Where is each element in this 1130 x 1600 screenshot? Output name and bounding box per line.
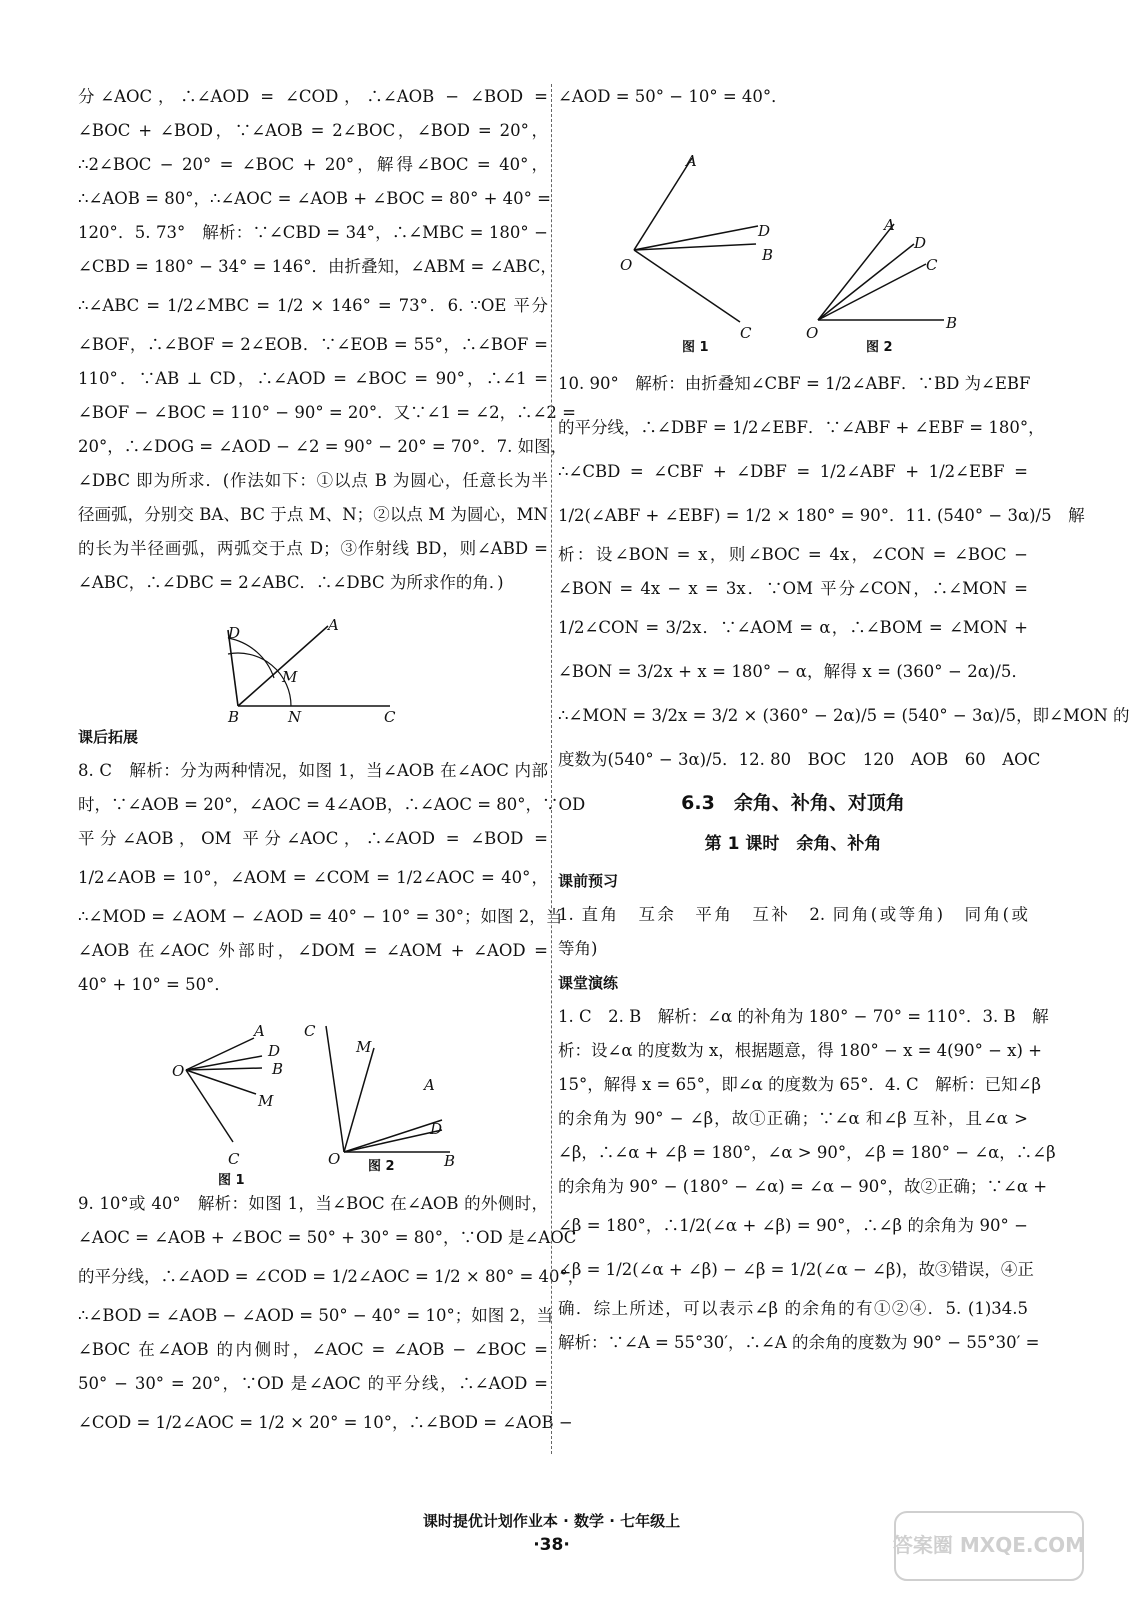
fig8-1-label-d: D [268,1042,281,1060]
angle-diagram-q9 [558,114,1028,342]
fig8-1-label-c: C [228,1150,240,1168]
figure-q9 [558,114,1028,342]
text-line: 等角) [558,939,598,958]
text-line: 8. C 解析：分为两种情况，如图 1，当∠AOB 在∠AOC 内部 [78,761,548,780]
text-line: ∠BOF，∴∠BOF = 2∠EOB．∵∠EOB = 55°，∴∠BOF = [78,335,548,354]
fig7-label-d: D [228,624,241,642]
fig8-2-label-b: B [444,1152,456,1170]
text-line: ∴∠ABC = 1/2∠MBC = 1/2 × 146° = 73°．6. ∵OE 平分 [78,296,548,315]
angle-diagram-q8 [78,1002,548,1188]
text-line: ∴2∠BOC − 20° = ∠BOC + 20°，解得∠BOC = 40°， [78,155,548,174]
text-line: 10. 90° 解析：由折叠知∠CBF = 1/2∠ABF．∵BD 为∠EBF [558,374,1031,393]
answer-block-5-7 [78,80,576,600]
text-line: ∴∠CBD = ∠CBF + ∠DBF = 1/2∠ABF + 1/2∠EBF = [558,462,1028,481]
fig9-1-label-d: D [758,222,771,240]
answer-block-10-12 [558,362,1130,782]
fig9-2-label-c: C [926,256,938,274]
text-line: 9. 10°或 40° 解析：如图 1，当∠BOC 在∠AOB 的外侧时， [78,1194,548,1213]
fig9-2-label-a: A [884,216,895,234]
text-line: 分∠AOC，∴∠AOD = ∠COD，∴∠AOB − ∠BOD = [78,87,548,106]
text-line: 15°，解得 x = 65°，即∠α 的度数为 65°．4. C 解析：已知∠β [558,1075,1042,1094]
figure-q8 [78,1002,548,1188]
text-line: ∠CBD = 180° − 34° = 146°．由折叠知，∠ABM = ∠ABC， [78,257,557,276]
text-line: ∠β = 180°，∴1/2(∠α + ∠β) = 90°，∴∠β 的余角为 90° − [558,1216,1028,1235]
text-line: ∴∠MOD = ∠AOM − ∠AOD = 40° − 10° = 30°；如图 2，当 [78,907,563,926]
footer-title: 课时提优计划作业本 · 数学 · 七年级上 [422,1512,681,1530]
text-line: 1. 直角 互余 平角 互补 2. 同角(或等角) 同角(或 [558,905,1028,924]
text-line: 40° + 10° = 50°． [78,975,231,994]
text-line: 的长为半径画弧，两弧交于点 D；③作射线 BD，则∠ABD = [78,539,548,558]
text-line: ∠BOF − ∠BOC = 110° − 90° = 20°．又∵∠1 = ∠2，∴∠2 = [78,403,576,422]
watermark-logo [889,1506,1089,1586]
text-line: 度数为(540° − 3α)/5．12. 80 BOC 120 AOB 60 AOC [558,750,1041,769]
text-line: 的余角为 90° − ∠β，故①正确；∵∠α 和∠β 互补，且∠α > [558,1109,1028,1128]
fig9-2-label-b: B [946,314,958,332]
fig8-2-label-d: D [430,1120,443,1138]
text-line: 确．综上所述，可以表示∠β 的余角的有①②④．5. (1)34.5 [558,1299,1028,1318]
fig9-1-label-c: C [740,324,752,342]
fig7-label-c: C [384,708,396,726]
section-preview: 课前预习 [558,872,619,890]
fig8-caption-1: 图 1 [218,1173,245,1188]
fig8-1-label-m: M [258,1092,274,1110]
text-line: ∠AOD = 50° − 10° = 40°． [558,87,788,106]
text-line: 的余角为 90° − (180° − ∠α) = ∠α − 90°，故②正确；∵∠α + [558,1177,1048,1196]
fig8-2-label-m: M [356,1038,372,1056]
text-line: 50° − 30° = 20°，∵OD 是∠AOC 的平分线，∴∠AOD = [78,1374,548,1393]
fig9-caption-1: 图 1 [682,340,709,355]
watermark-text: 答案圈 MXQE.COM [892,1533,1086,1557]
text-line: 的平分线，∴∠AOD = ∠COD = 1/2∠AOC = 1/2 × 80° = 40°， [78,1267,585,1286]
text-line: ∠COD = 1/2∠AOC = 1/2 × 20° = 10°，∴∠BOD = ∠AOB − [78,1413,573,1432]
fig7-label-n: N [288,708,302,726]
fig7-label-a: A [328,616,339,634]
fig9-caption-2: 图 2 [866,340,893,355]
page-number: ·38· [533,1535,570,1555]
text-line: 平分∠AOB，OM 平分∠AOC，∴∠AOD = ∠BOD = [78,829,548,848]
text-line: ∠BON = 3/2x + x = 180° − α，解得 x = (360° − 2α)/5． [558,662,1028,681]
fig7-label-b: B [228,708,240,726]
fig8-1-label-b: B [272,1060,284,1078]
text-line: 解析：∵∠A = 55°30′，∴∠A 的余角的度数为 90° − 55°30′ = [558,1333,1040,1352]
column-divider [551,84,552,1454]
section-after-class: 课后拓展 [78,728,139,746]
answer-block-preview [558,898,1028,966]
text-line: 1/2∠CON = 3/2x．∵∠AOM = α，∴∠BOM = ∠MON + [558,618,1028,637]
fig8-2-label-o: O [328,1150,341,1168]
fig8-1-label-a: A [254,1022,265,1040]
text-line: 1/2(∠ABF + ∠EBF) = 1/2 × 180° = 90°．11. (540° − 3α)/5 解 [558,506,1085,525]
fig8-caption-2: 图 2 [368,1159,395,1174]
fig9-1-label-b: B [762,246,774,264]
answer-block-practice [558,1000,1056,1360]
text-line: ∴∠AOB = 80°，∴∠AOC = ∠AOB + ∠BOC = 80° + 40° = [78,189,551,208]
figure-q7 [78,600,548,726]
text-line: 1. C 2. B 解析：∠α 的补角为 180° − 70° = 110°．3. B 解 [558,1007,1049,1026]
text-line: 的平分线，∴∠DBF = 1/2∠EBF．∵∠ABF + ∠EBF = 180°， [558,418,1045,437]
fig8-2-label-a: A [424,1076,435,1094]
text-line: ∠AOB 在∠AOC 外部时，∠DOM = ∠AOM + ∠AOD = [78,941,548,960]
text-line: 1/2∠AOB = 10°，∠AOM = ∠COM = 1/2∠AOC = 40°， [78,868,548,887]
text-line: 径画弧，分别交 BA、BC 于点 M、N；②以点 M 为圆心，MN [78,505,548,524]
answer-block-9 [78,1187,585,1445]
text-line: ∠ABC，∴∠DBC = 2∠ABC．∴∠DBC 为所求作的角．) [78,573,504,592]
lesson-title: 第 1 课时 余角、补角 [704,834,882,854]
section-practice: 课堂演练 [558,974,619,992]
text-line: ∠AOC = ∠AOB + ∠BOC = 50° + 30° = 80°，∵OD 是∠AOC [78,1228,577,1247]
angle-bisector-construction-diagram [78,600,548,726]
fig7-label-m: M [282,668,298,686]
text-line: 20°，∴∠DOG = ∠AOD − ∠2 = 90° − 20° = 70°．7. 如图， [78,437,568,456]
text-line: ∴∠MON = 3/2x = 3/2 × (360° − 2α)/5 = (540° − 3α)/5，即∠MON 的 [558,706,1130,725]
fig9-2-label-d: D [914,234,927,252]
fig8-2-label-c: C [304,1022,316,1040]
right-column [558,80,1130,1360]
fig9-1-label-o: O [620,256,633,274]
text-line: 时，∵∠AOB = 20°，∠AOC = 4∠AOB，∴∠AOC = 80°，∵OD [78,795,586,814]
fig9-1-label-a: A [686,152,697,170]
text-line: ∠DBC 即为所求．(作法如下：①以点 B 为圆心，任意长为半 [78,471,548,490]
fig8-1-label-o: O [172,1062,185,1080]
text-line: ∠BOC 在∠AOB 的内侧时，∠AOC = ∠AOB − ∠BOC = [78,1340,548,1359]
text-line: 110°．∵AB ⊥ CD，∴∠AOD = ∠BOC = 90°，∴∠1 = [78,369,548,388]
fig9-2-label-o: O [806,324,819,342]
text-line: ∴∠BOD = ∠AOB − ∠AOD = 50° − 40° = 10°；如图 2，当 [78,1306,553,1325]
text-line: 120°．5. 73° 解析：∵∠CBD = 34°，∴∠MBC = 180° − [78,223,548,242]
text-line: 析：设∠α 的度数为 x，根据题意，得 180° − x = 4(90° − x) + [558,1041,1042,1060]
section-title: 6.3 余角、补角、对顶角 [681,792,905,814]
text-line: ∠β，∴∠α + ∠β = 180°，∠α > 90°，∠β = 180° − ∠α，∴∠β [558,1143,1056,1162]
text-line: ∠BOC + ∠BOD，∵∠AOB = 2∠BOC，∠BOD = 20°， [78,121,548,140]
text-line: ∠BON = 4x − x = 3x．∵OM 平分∠CON，∴∠MON = [558,579,1028,598]
text-line: ∠β = 1/2(∠α + ∠β) − ∠β = 1/2(∠α − ∠β)，故③错误，④正 [558,1260,1034,1279]
text-line: 析：设∠BON = x，则∠BOC = 4x，∠CON = ∠BOC − [558,545,1028,564]
